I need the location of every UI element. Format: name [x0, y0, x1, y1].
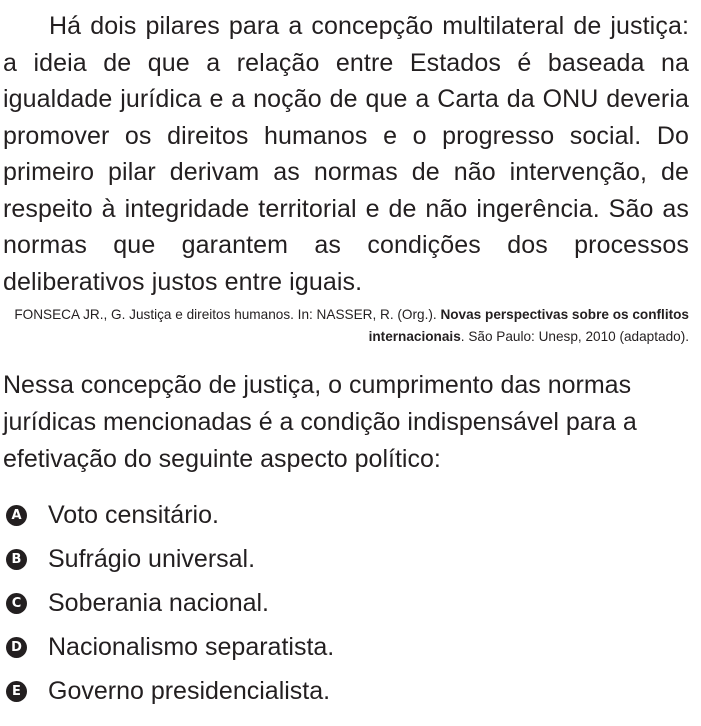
passage-text: Há dois pilares para a concepção multilateral de justiça: a ideia de que a relação entre Estados é baseada na igualdade jurídica e a noção de que a Carta da ONU deveria promover os direitos humanos e o progresso social. Do primeiro pilar derivam as normas de não intervenção, de respeito à integridade territorial e de não ingerência. São as normas que garantem as condições dos processos deliberativos justos entre iguais. [3, 12, 689, 296]
citation [3, 304, 689, 348]
option-a-letter-badge: A [6, 505, 27, 526]
question-stem: Nessa concepção de justiça, o cumprimento das normas jurídicas mencionadas é a condição indispensável para a efetivação do seguinte aspecto político: [3, 371, 637, 473]
option-a[interactable] [3, 493, 689, 537]
option-e-text: Governo presidencialista. [48, 676, 331, 705]
option-d[interactable] [3, 625, 689, 669]
citation-authors: FONSECA JR., G. Justiça e direitos humanos. In: NASSER, R. (Org.). [14, 307, 437, 322]
option-a-text: Voto censitário. [48, 500, 219, 529]
citation-book-title: Novas perspectivas sobre os conflitos internacionais [368, 307, 689, 344]
option-c-letter-badge: C [6, 593, 27, 614]
option-c[interactable] [3, 581, 689, 625]
answer-options [3, 493, 689, 713]
option-b-letter-badge: B [6, 549, 27, 570]
option-c-text: Soberania nacional. [48, 588, 269, 617]
option-e[interactable] [3, 669, 689, 713]
option-d-letter-badge: D [6, 637, 27, 658]
citation-publisher: . São Paulo: Unesp, 2010 (adaptado). [460, 329, 689, 344]
option-b-text: Sufrágio universal. [48, 544, 256, 573]
option-b[interactable] [3, 537, 689, 581]
option-d-text: Nacionalismo separatista. [48, 632, 335, 661]
option-e-letter-badge: E [6, 681, 27, 702]
